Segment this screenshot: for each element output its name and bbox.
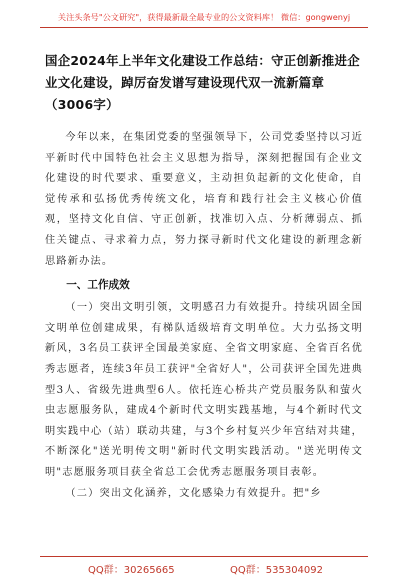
paragraph-2: （二）突出文化涵养，文化感染力有效提升。把"乡	[65, 487, 322, 499]
footer-qq-right: QQ群：535304092	[230, 565, 324, 576]
footer-qq-left: QQ群：30265665	[88, 565, 175, 576]
section-heading-1: 一、工作成效	[66, 279, 130, 292]
header-banner: 关注头条号"公文研究"，获得最新最全最专业的公文资料库！ 微信：gongwenyj	[40, 12, 368, 28]
footer-contact	[40, 556, 368, 576]
paragraph-1: （一）突出文明引领，文明感召力有效提升。持续巩固全国文明单位创建成果，有梯队适级培育文明单位。大力弘扬文明新风，3名员工获评全国最美家庭、全省文明家庭、全省百名优秀志愿者，连续3年员工获评"全省好人"，公司获评全国先进典型3人、省级先进典型6人。依托连心桥共产党员服务队和萤火虫志愿服务队，建成4个新时代文明实践基地，与4个新时代文明实践中心（站）联动共建，与3个乡村复兴少年宫结对共建，不断深化"送光明传文明"新时代文明实践活动。"送光明传文明"志愿服务项目获全省总工会优秀志愿服务项目表彰。	[45, 302, 363, 478]
intro-paragraph: 今年以来，在集团党委的坚强领导下，公司党委坚持以习近平新时代中国特色社会主义思想为指导，深刻把握国有企业文化建设的时代要求、重要意义，主动担负起新的文化使命，自觉传承和弘扬优秀传统文化，培育和践行社会主义核心价值观，坚持文化自信、守正创新，找准切入点、分析薄弱点、抓住关键点、寻求着力点，努力探寻新时代文化建设的新理念新思路新办法。	[45, 132, 363, 267]
document-body	[45, 50, 363, 504]
document-title: 国企2024年上半年文化建设工作总结：守正创新推进企业文化建设，踔厉奋发谱写建设现代双一流新篇章（3006字）	[45, 53, 360, 112]
